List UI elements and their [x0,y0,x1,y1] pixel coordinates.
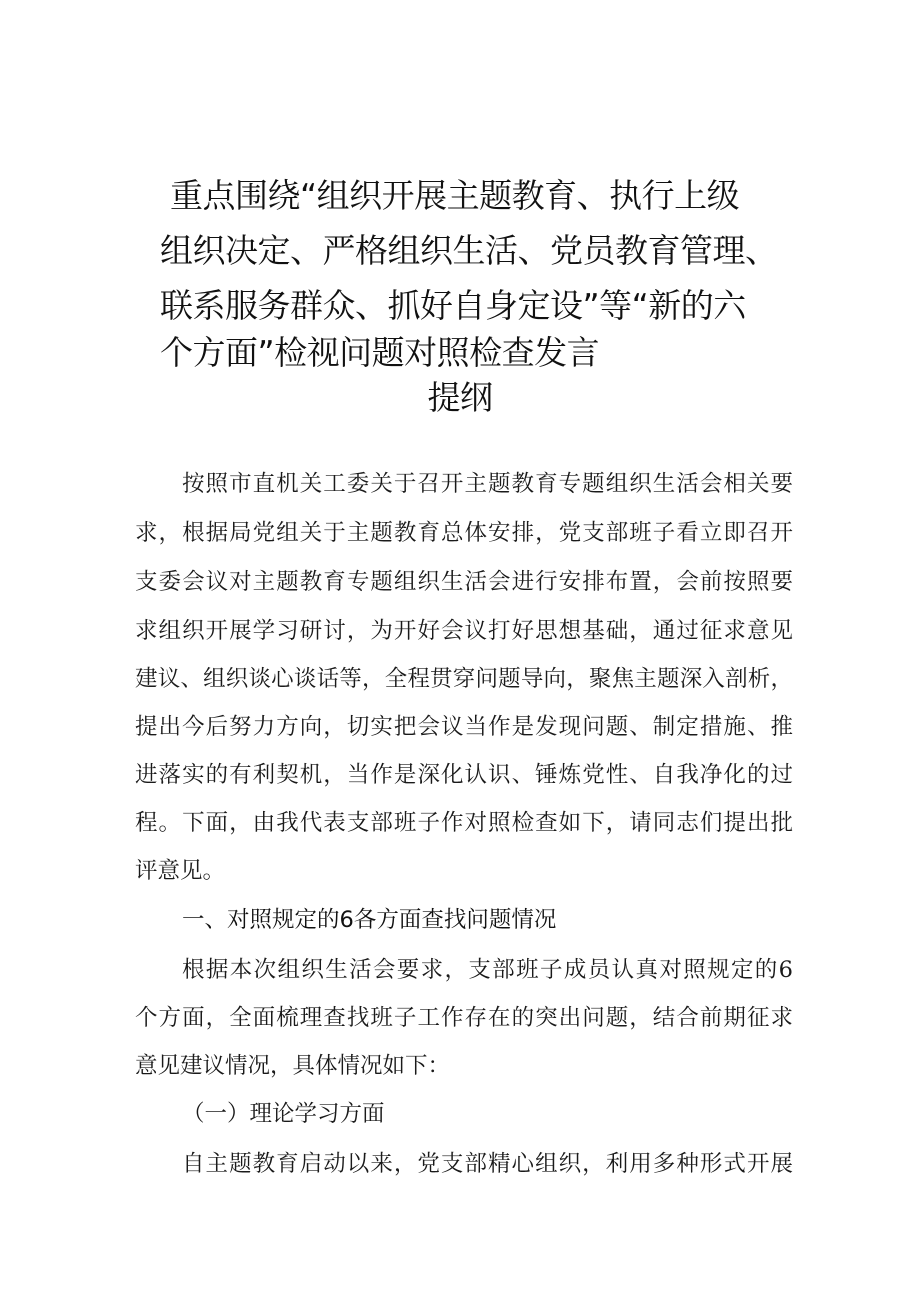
section1-line-2: 个方面，全面梳理查找班子工作存在的突出问题，结合前期征求 [135,1005,793,1031]
subsection-heading-1: （一）理论学习方面 [182,1101,385,1127]
intro-line-6: 提出今后努力方向，切实把会议当作是发现问题、制定措施、推 [135,714,793,740]
title-line-2: 组织决定、严格组织生活、党员教育管理、 [160,231,778,270]
intro-line-3: 支委会议对主题教育专题组织生活会进行安排布置，会前按照要 [135,569,793,595]
title-line-3: 联系服务群众、抓好自身定设”等“新的六 [160,286,746,325]
intro-line-1: 按照市直机关工委关于召开主题教育专题组织生活会相关要 [182,471,793,497]
title-line-1: 重点围绕“组织开展主题教育、执行上级 [170,176,740,215]
section1-line-1: 根据本次组织生活会要求，支部班子成员认真对照规定的6 [182,957,793,983]
section1-line-3: 意见建议情况，具体情况如下： [135,1053,451,1079]
subsection1-line-1: 自主题教育启动以来，党支部精心组织，利用多种形式开展 [182,1151,793,1177]
section-heading-1: 一、对照规定的6各方面查找问题情况 [182,907,557,933]
intro-line-2: 求，根据局党组关于主题教育总体安排，党支部班子看立即召开 [135,520,793,546]
intro-line-9: 评意见。 [135,858,226,884]
title-line-4: 个方面”检视问题对照检查发言 [160,333,600,372]
intro-line-4: 求组织开展学习研讨，为开好会议打好思想基础，通过征求意见 [135,618,793,644]
intro-line-5: 建议、组织谈心谈话等，全程贯穿问题导向，聚焦主题深入剖析， [135,666,793,692]
title-line-5: 提纲 [427,378,493,417]
intro-line-7: 进落实的有利契机，当作是深化认识、锤炼党性、自我净化的过 [135,762,793,788]
intro-line-8: 程。下面，由我代表支部班子作对照检查如下，请同志们提出批 [135,810,793,836]
